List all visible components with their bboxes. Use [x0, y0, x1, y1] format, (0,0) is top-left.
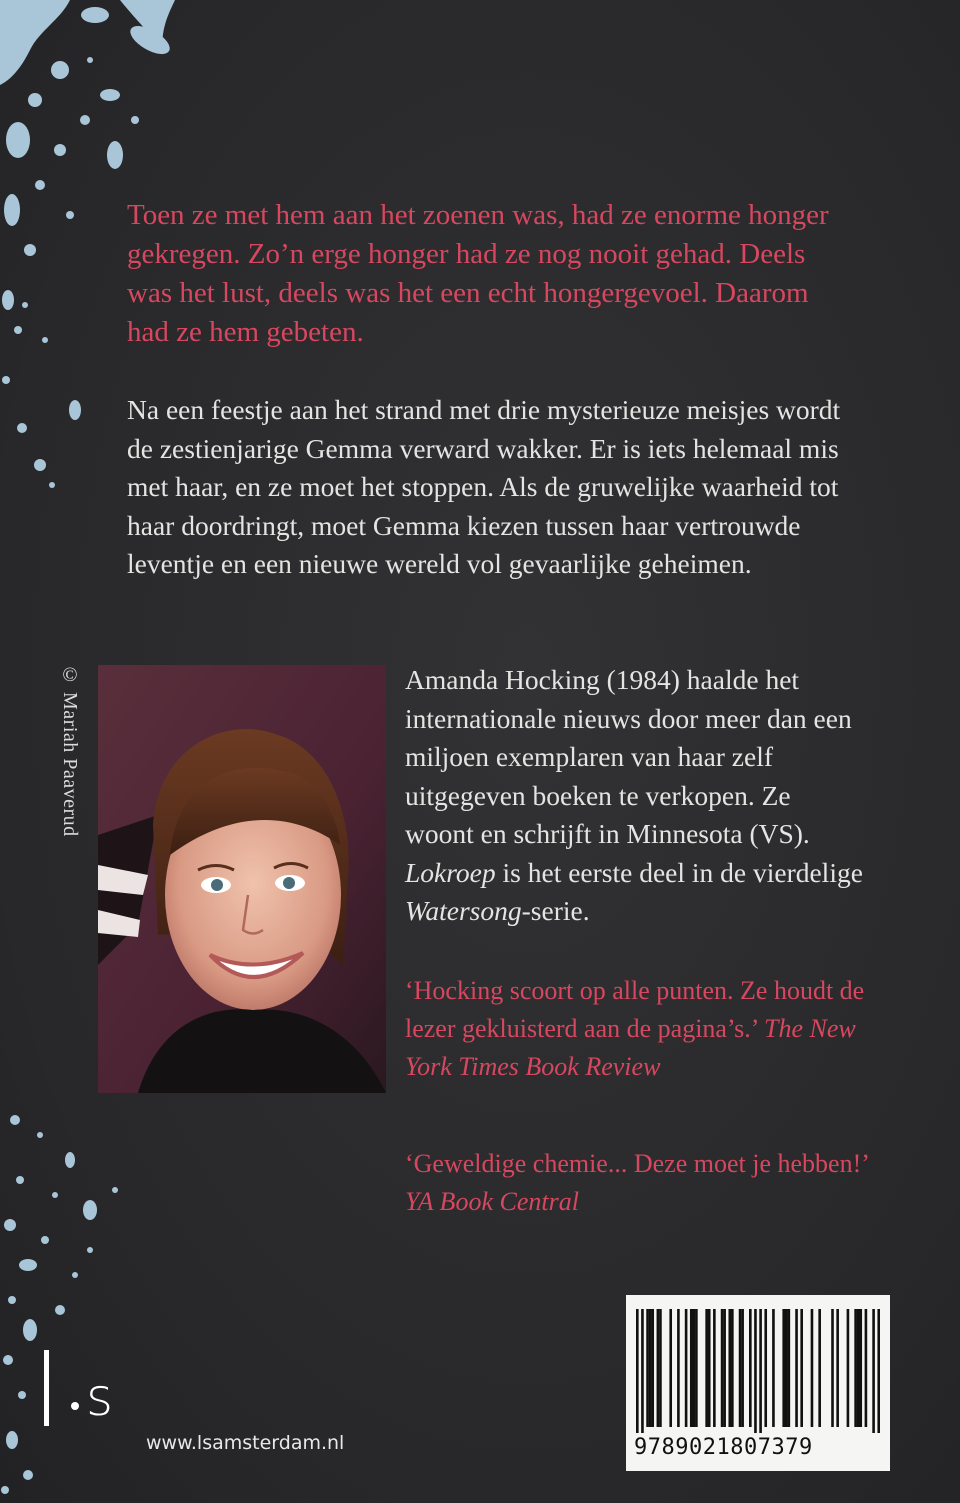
review-quote-nyt [405, 972, 875, 1086]
barcode-bar [859, 1309, 862, 1427]
barcode-bar [795, 1309, 798, 1427]
barcode-bar [708, 1309, 711, 1427]
barcode-bar [741, 1309, 744, 1427]
barcode-bar [865, 1309, 868, 1427]
barcode-bar [800, 1309, 803, 1427]
series-title-watersong: Watersong [405, 895, 522, 926]
barcode-bar [831, 1309, 834, 1427]
barcode-bar [764, 1309, 767, 1427]
barcode-bar [690, 1309, 693, 1427]
barcode-bar [723, 1309, 726, 1427]
publisher-logo-letter: s [86, 1368, 114, 1428]
barcode-bar [759, 1309, 762, 1433]
barcode-bar [636, 1309, 639, 1433]
author-bio [405, 661, 865, 931]
author-portrait-image [98, 665, 386, 1093]
barcode-bar [836, 1309, 839, 1427]
barcode-bar [705, 1309, 708, 1427]
photo-credit: © Mariah Paaverud [59, 664, 81, 837]
publisher-logo-bar [44, 1350, 49, 1426]
isbn-number: 9789021807379 [634, 1435, 813, 1460]
barcode-bar [785, 1309, 788, 1427]
barcode-bar [693, 1309, 696, 1427]
author-bio-text-1: Amanda Hocking (1984) haalde het internationale nieuws door meer dan een miljoen exemplaren van haar zelf uitgegeven boeken te verkopen. Ze woont en schrijft in Minnesota (VS). [405, 664, 852, 849]
barcode-bar [659, 1309, 662, 1427]
barcode-bar [788, 1309, 791, 1427]
barcode-bar [685, 1309, 688, 1427]
isbn-barcode [626, 1295, 890, 1471]
barcode-bar [695, 1309, 698, 1427]
teaser-excerpt: Toen ze met hem aan het zoenen was, had ze enorme honger gekregen. Zo’n erge honger had ze nog nooit gehad. Deels was het lust, deels was het een echt hongergevoel. Daarom had ze hem gebeten. [127, 199, 829, 348]
publisher-logo-dot [71, 1402, 79, 1410]
review-quote-text: ‘Geweldige chemie... Deze moet je hebben!’ [405, 1149, 868, 1178]
author-bio-text-2: is het eerste deel in de vierdelige [495, 856, 863, 888]
review-quote-source: The New York Times Book Review [405, 1014, 856, 1081]
barcode-bar [818, 1309, 821, 1427]
barcode-bar [857, 1309, 860, 1427]
barcode-bar [649, 1309, 652, 1427]
barcode-bar [739, 1309, 742, 1427]
barcode-bar [713, 1309, 716, 1427]
barcode-bar [731, 1309, 734, 1427]
barcode-bar [677, 1309, 680, 1427]
barcode-bar [651, 1309, 654, 1427]
barcode-bar [872, 1309, 875, 1433]
review-quote-text: ‘Hocking scoort op alle punten. Ze houdt de lezer gekluisterd aan de pagina’s.’ [405, 976, 865, 1043]
barcode-bar [749, 1309, 752, 1427]
barcode-bar [877, 1309, 880, 1433]
barcode-bar [641, 1309, 644, 1433]
barcode-bar [669, 1309, 672, 1427]
barcode-bar [772, 1309, 775, 1427]
barcode-bar [721, 1309, 724, 1427]
barcode-bar [811, 1309, 814, 1427]
review-quote-ya-book-central [405, 1145, 875, 1221]
barcode-bar [754, 1309, 757, 1433]
author-photo [98, 665, 386, 1093]
barcode-bar [854, 1309, 857, 1427]
barcode-bar [782, 1309, 785, 1427]
barcode-bars [636, 1309, 880, 1433]
barcode-bar [646, 1309, 649, 1427]
publisher-website: www.lsamsterdam.nl [146, 1432, 345, 1454]
barcode-bar [728, 1309, 731, 1427]
book-blurb: Na een feestje aan het strand met drie mysterieuze meisjes wordt de zestienjarige Gemma verward wakker. Er is iets helemaal mis met haar, en ze moet het stoppen. Als de gruwelijke waarheid tot haar doordringt, moet Gemma kiezen tussen haar vertrouwde leventje en een nieuwe wereld vol gevaarlijke geheimen. [127, 394, 841, 579]
barcode-bar [657, 1309, 660, 1427]
author-bio-text-3: -serie. [521, 895, 590, 926]
barcode-bar [847, 1309, 850, 1427]
book-title-lokroep: Lokroep [405, 856, 496, 888]
review-quote-source: YA Book Central [405, 1187, 579, 1216]
